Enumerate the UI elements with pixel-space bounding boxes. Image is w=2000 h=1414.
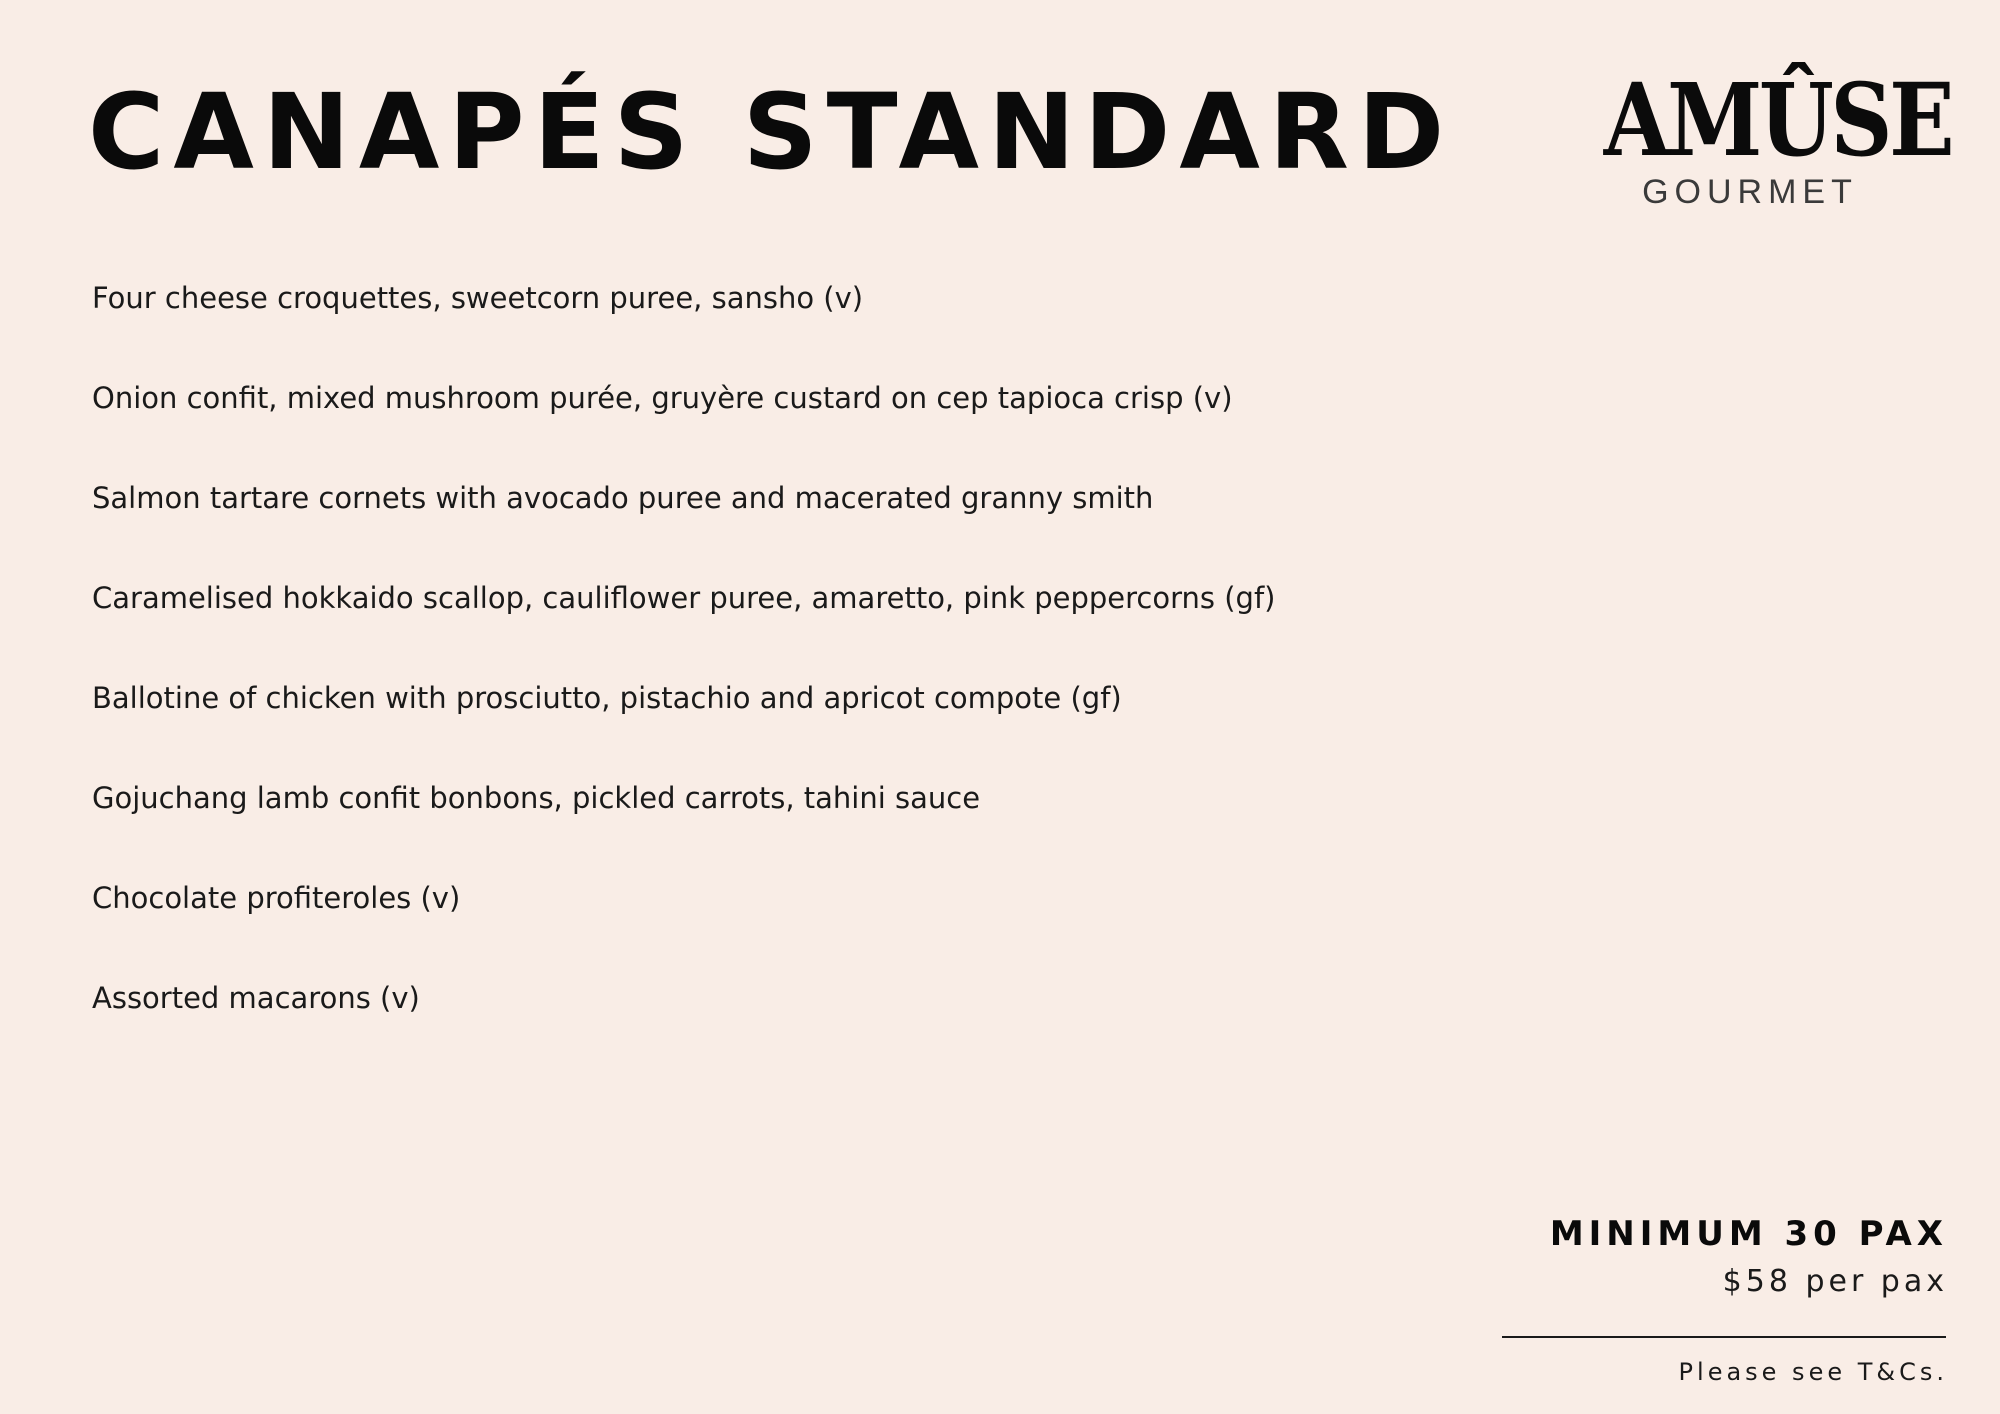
menu-item: Chocolate profiteroles (v) (92, 881, 461, 915)
menu-item: Salmon tartare cornets with avocado puree and macerated granny smith (92, 481, 1154, 515)
price-per-pax: $58 per pax (1722, 1264, 1948, 1299)
brand-logo (1580, 60, 1952, 220)
minimum-pax: MINIMUM 30 PAX (1549, 1214, 1948, 1254)
menu-item: Caramelised hokkaido scallop, cauliflower puree, amaretto, pink peppercorns (gf) (92, 581, 1276, 615)
terms-note: Please see T&Cs. (1678, 1358, 1948, 1386)
canape-menu-list (92, 278, 1275, 1078)
logo-wordmark: AMÛSE (1603, 61, 1952, 179)
menu-item: Gojuchang lamb confit bonbons, pickled carrots, tahini sauce (92, 781, 981, 815)
menu-item: Ballotine of chicken with prosciutto, pistachio and apricot compote (gf) (92, 681, 1122, 715)
pricing-divider (1502, 1336, 1946, 1338)
menu-item: Onion confit, mixed mushroom purée, gruyère custard on cep tapioca crisp (v) (92, 381, 1233, 415)
logo-subtitle: GOURMET (1642, 173, 1858, 211)
pricing-block (1348, 1210, 1948, 1306)
menu-item: Assorted macarons (v) (92, 981, 420, 1015)
menu-item: Four cheese croquettes, sweetcorn puree, sansho (v) (92, 281, 864, 315)
page-title: CANAPÉS STANDARD (88, 71, 1454, 193)
